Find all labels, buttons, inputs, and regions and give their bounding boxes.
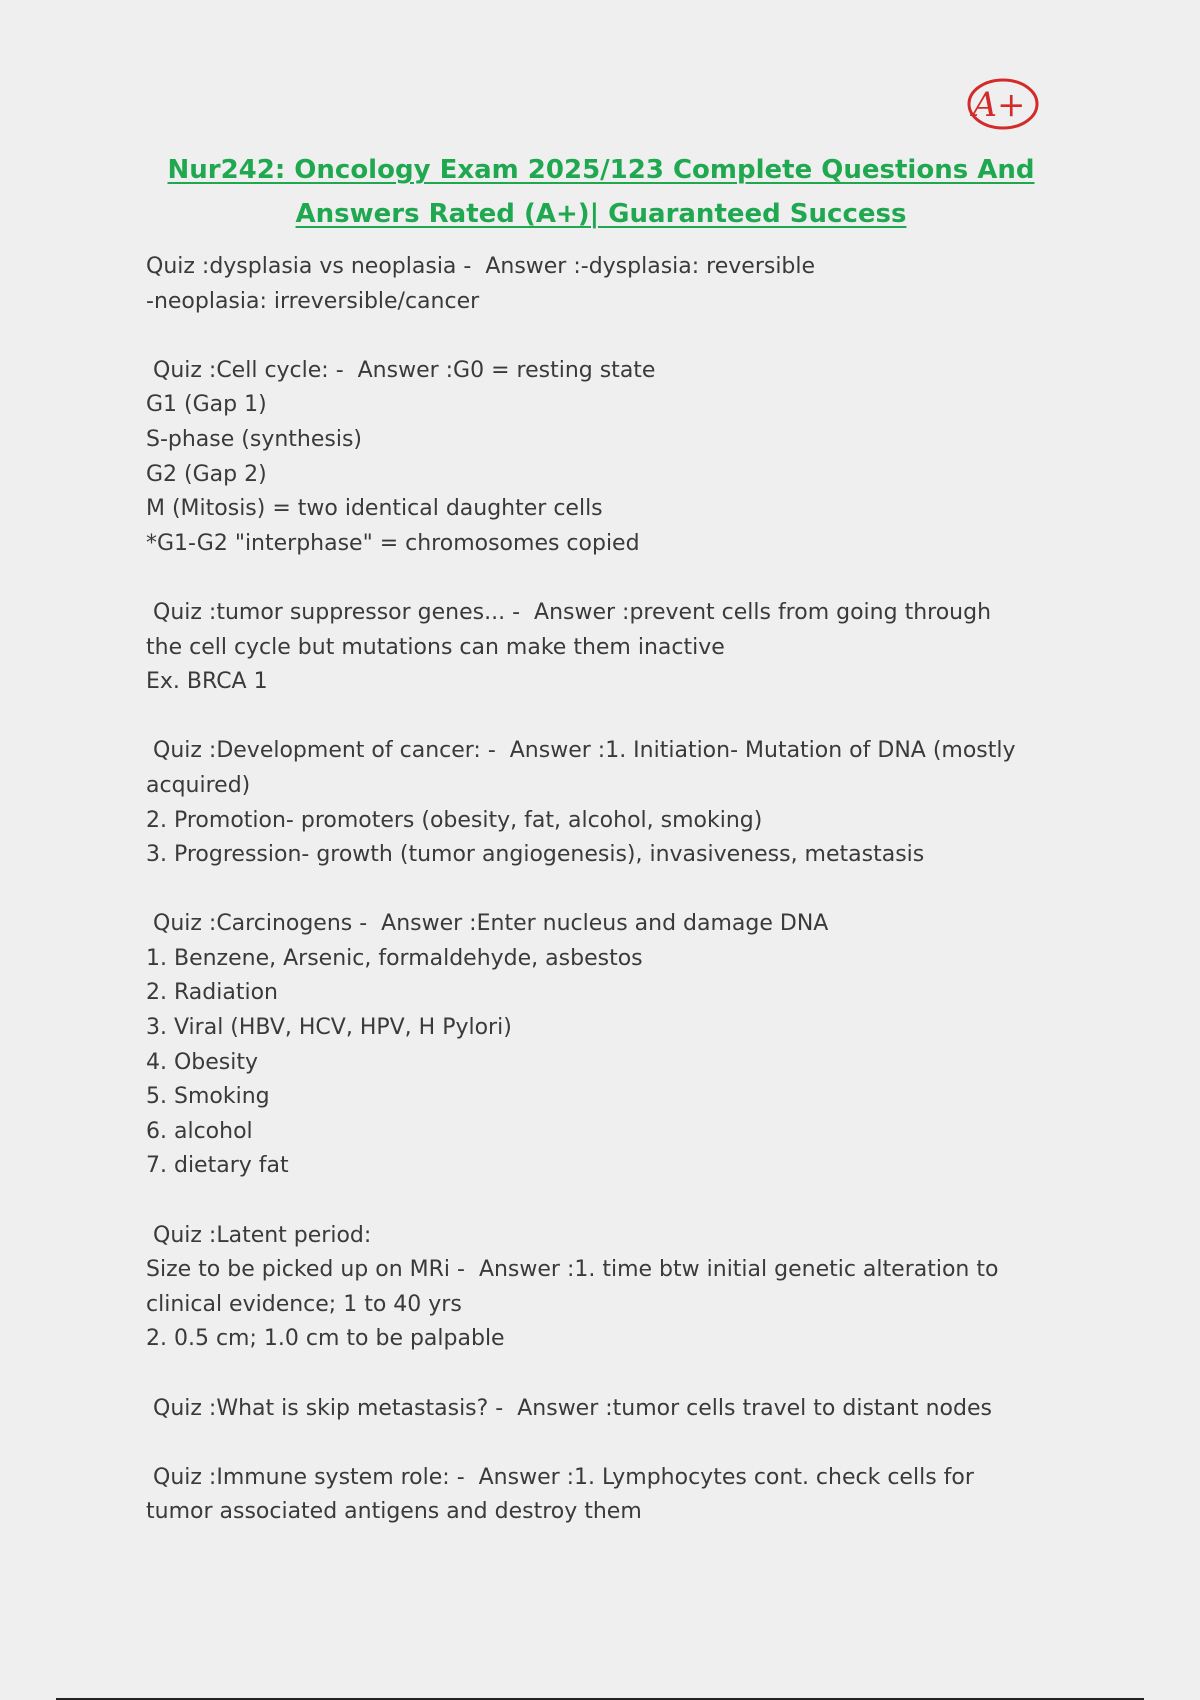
qa-line: acquired) — [146, 772, 251, 798]
qa-line: 4. Obesity — [146, 1049, 259, 1075]
title-line-1: Nur242: Oncology Exam 2025/123 Complete Questions And — [167, 155, 1035, 185]
qa-line: 2. Promotion- promoters (obesity, fat, alcohol, smoking) — [146, 807, 763, 833]
grade-stamp-icon — [966, 76, 1040, 132]
qa-line: Quiz :Development of cancer: - Answer :1. Initiation- Mutation of DNA (mostly — [146, 738, 1016, 764]
qa-item — [146, 354, 1076, 562]
qa-line: Quiz :Cell cycle: - Answer :G0 = resting state — [146, 357, 656, 383]
qa-line: S-phase (synthesis) — [146, 426, 363, 452]
qa-line: Size to be picked up on MRi - Answer :1. time btw initial genetic alteration to — [146, 1257, 999, 1283]
qa-line: 2. 0.5 cm; 1.0 cm to be palpable — [146, 1326, 505, 1352]
qa-line: Quiz :What is skip metastasis? - Answer :tumor cells travel to distant nodes — [146, 1395, 992, 1421]
qa-item — [146, 250, 1076, 319]
qa-line: 3. Viral (HBV, HCV, HPV, H Pylori) — [146, 1015, 512, 1041]
qa-line: *G1-G2 "interphase" = chromosomes copied — [146, 530, 640, 556]
qa-item — [146, 596, 1076, 700]
qa-item — [146, 1461, 1076, 1530]
qa-line: Quiz :Immune system role: - Answer :1. Lymphocytes cont. check cells for — [146, 1464, 974, 1490]
qa-line: 3. Progression- growth (tumor angiogenesis), invasiveness, metastasis — [146, 842, 925, 868]
qa-item — [146, 1219, 1076, 1357]
qa-line: 7. dietary fat — [146, 1153, 289, 1179]
qa-line: clinical evidence; 1 to 40 yrs — [146, 1291, 462, 1317]
qa-line: G1 (Gap 1) — [146, 392, 267, 418]
qa-line: 5. Smoking — [146, 1084, 270, 1110]
qa-item — [146, 907, 1076, 1184]
qa-line: 1. Benzene, Arsenic, formaldehyde, asbestos — [146, 945, 643, 971]
qa-line: 2. Radiation — [146, 980, 278, 1006]
qa-line: G2 (Gap 2) — [146, 461, 267, 487]
qa-item — [146, 734, 1076, 872]
document-title — [146, 148, 1056, 236]
qa-line: -neoplasia: irreversible/cancer — [146, 288, 480, 314]
qa-line: the cell cycle but mutations can make them inactive — [146, 634, 725, 660]
qa-line: M (Mitosis) = two identical daughter cells — [146, 496, 603, 522]
qa-line: Ex. BRCA 1 — [146, 669, 268, 695]
qa-line: 6. alcohol — [146, 1118, 253, 1144]
qa-line: Quiz :tumor suppressor genes... - Answer :prevent cells from going through — [146, 599, 992, 625]
qa-line: Quiz :Carcinogens - Answer :Enter nucleus and damage DNA — [146, 911, 829, 937]
qa-line: Quiz :dysplasia vs neoplasia - Answer :-dysplasia: reversible — [146, 254, 816, 279]
qa-line: tumor associated antigens and destroy them — [146, 1499, 642, 1525]
qa-item — [146, 1392, 1076, 1427]
title-line-2: Answers Rated (A+)| Guaranteed Success — [295, 199, 907, 229]
qa-line: Quiz :Latent period: — [146, 1222, 372, 1248]
qa-content — [146, 250, 1076, 1565]
grade-stamp-text: A+ — [972, 85, 1026, 125]
